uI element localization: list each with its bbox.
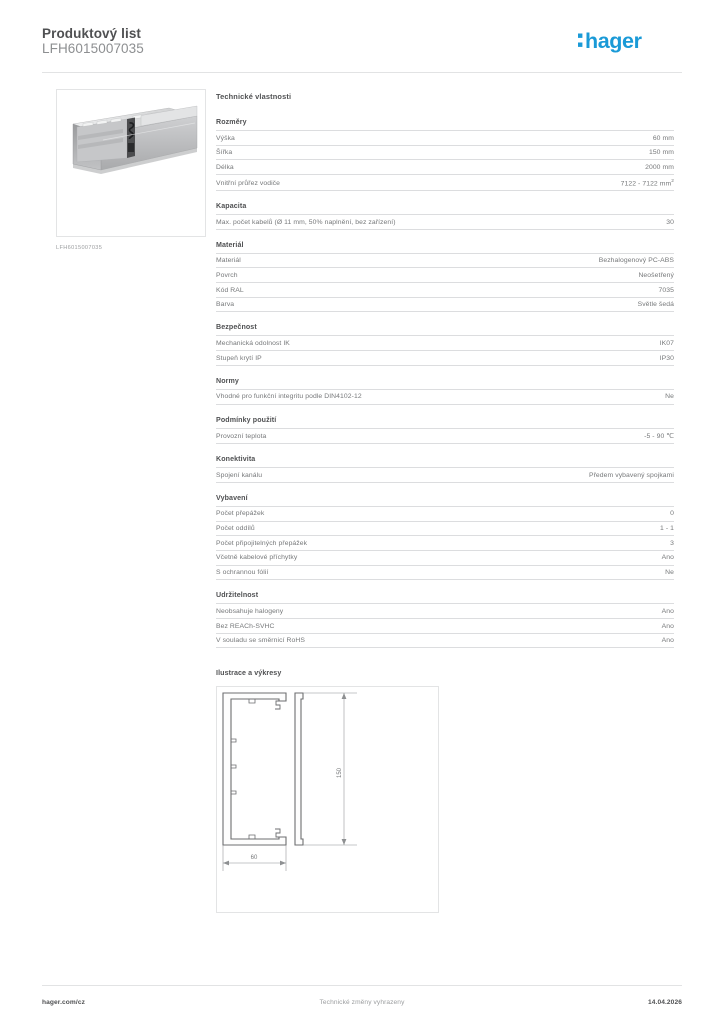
spec-row-value: 1 - 1 [659, 525, 674, 533]
spec-row-value: 60 mm [652, 134, 674, 142]
spec-row-label: Počet oddílů [216, 525, 255, 533]
spec-row [216, 351, 674, 366]
technical-specifications [216, 92, 674, 659]
spec-row-value: 30 [666, 218, 674, 226]
spec-row-value: 7035 [658, 286, 674, 294]
spec-group-heading: Rozměry [216, 118, 247, 126]
title-block [42, 0, 144, 57]
spec-row-value: Ano [661, 554, 674, 562]
product-reference: LFH6015007035 [42, 41, 144, 56]
spec-row-label: Šířka [216, 149, 233, 157]
page-title: Produktový list [42, 26, 142, 41]
spec-group-heading: Podmínky použití [216, 415, 277, 424]
spec-rows [216, 130, 674, 191]
spec-row-value: IK07 [659, 339, 674, 347]
spec-row [216, 507, 674, 522]
spec-rows [216, 214, 674, 230]
spec-rows [216, 428, 674, 445]
spec-row [216, 604, 674, 619]
spec-rows [216, 253, 674, 313]
spec-group [216, 377, 674, 405]
spec-row-label: Barva [216, 301, 235, 309]
footer-date: 14.04.2026 [647, 998, 682, 1006]
spec-row-label: Vhodné pro funkční integritu podle DIN4102-12 [216, 393, 362, 401]
spec-row-label: Spojení kanálu [216, 471, 263, 479]
spec-row-label: Počet přepážek [216, 510, 265, 518]
spec-row [216, 634, 674, 649]
spec-group [216, 591, 674, 648]
spec-group [216, 118, 674, 191]
svg-text:hager: hager [585, 29, 642, 53]
spec-row [216, 160, 674, 175]
spec-row-label: S ochrannou fólií [216, 569, 269, 577]
product-image-column [56, 89, 206, 251]
spec-group-heading: Kapacita [216, 202, 247, 211]
spec-row-label: Max. počet kabelů (Ø 11 mm, 50% naplnění, bez zařízení) [216, 218, 396, 226]
spec-rows [216, 389, 674, 405]
spec-row-label: Počet připojitelných přepážek [216, 539, 308, 547]
spec-section-title: Technické vlastnosti [216, 92, 292, 101]
spec-row [216, 336, 674, 351]
spec-group [216, 323, 674, 365]
spec-row-label: Povrch [216, 271, 238, 279]
spec-row [216, 268, 674, 283]
footer-website[interactable]: hager.com/cz [42, 998, 85, 1006]
spec-row [216, 522, 674, 537]
spec-row-value: Ano [661, 637, 674, 645]
spec-row-value: Ano [661, 607, 674, 615]
spec-row-label: Mechanická odolnost IK [216, 339, 290, 347]
spec-rows [216, 467, 674, 483]
spec-row-value: Předem vybavený spojkami [588, 471, 674, 479]
spec-group [216, 202, 674, 230]
spec-row [216, 254, 674, 269]
spec-row-value: Ano [661, 622, 674, 630]
spec-rows [216, 335, 674, 365]
spec-rows [216, 603, 674, 648]
spec-row [216, 283, 674, 298]
spec-rows [216, 506, 674, 580]
footer-divider [42, 985, 682, 986]
dimension-width-label: 60 [250, 855, 258, 861]
spec-row-value: Ne [665, 393, 674, 401]
header-divider [42, 72, 682, 73]
spec-group [216, 416, 674, 445]
spec-row [216, 215, 674, 230]
spec-row-label: V souladu se směrnicí RoHS [216, 637, 305, 645]
spec-row-value: 7122 - 7122 $mm^2$ [620, 178, 674, 187]
spec-row-value: 150 mm [648, 149, 674, 157]
spec-row-value: 2000 mm [645, 163, 674, 171]
spec-row-label: Délka [216, 163, 234, 171]
spec-row-label: Neobsahuje halogeny [216, 607, 284, 615]
spec-row-label: Kód RAL [216, 286, 244, 294]
footer-disclaimer: Technické změny vyhrazeny [319, 998, 405, 1006]
spec-row-label: Vnitřní průřez vodiče [216, 179, 281, 187]
spec-row-value: Světle šedá [637, 301, 674, 309]
spec-row-value: Neošetřený [638, 271, 674, 279]
spec-row-value: Bezhalogenový PC-ABS [598, 257, 674, 265]
spec-row [216, 619, 674, 634]
page-header [0, 0, 724, 72]
spec-row [216, 429, 674, 445]
spec-row [216, 551, 674, 566]
spec-group [216, 455, 674, 483]
cable-trunking-illustration [57, 90, 205, 236]
spec-row-value: 0 [670, 510, 674, 518]
hager-logo-mark [578, 28, 682, 54]
spec-group [216, 241, 674, 313]
spec-row-label: Výška [216, 134, 235, 142]
cross-section-drawing [217, 687, 438, 912]
spec-groups-container [216, 118, 674, 648]
spec-row-value: IP30 [659, 354, 674, 362]
hager-logo [578, 0, 682, 54]
spec-row [216, 131, 674, 146]
spec-group-heading: Normy [216, 376, 239, 385]
spec-row-value: 3 [670, 539, 674, 547]
illustrations-title: Ilustrace a výkresy [216, 669, 282, 677]
spec-row [216, 468, 674, 483]
spec-row [216, 146, 674, 161]
technical-drawing-frame [216, 686, 439, 913]
spec-group-heading: Udržitelnost [216, 591, 259, 600]
product-image-caption: LFH6015007035 [56, 245, 103, 251]
spec-row-label: Materiál [216, 257, 241, 265]
illustrations-section [216, 669, 674, 913]
spec-row [216, 390, 674, 405]
spec-row [216, 566, 674, 581]
spec-group [216, 494, 674, 580]
dimension-height-label: 150 [337, 767, 343, 779]
spec-row [216, 536, 674, 551]
page-footer [42, 994, 682, 1010]
spec-row-label: Stupeň krytí IP [216, 354, 262, 362]
spec-row-label: Provozní teplota [216, 433, 267, 441]
spec-row-label: Včetně kabelové příchytky [216, 554, 298, 562]
spec-row-value: -5 - 90 ℃ [644, 433, 674, 441]
spec-group-heading: Bezpečnost [216, 323, 257, 332]
spec-group-heading: Konektivita [216, 455, 256, 464]
spec-row-value: Ne [665, 569, 674, 577]
product-photo-frame [56, 89, 206, 237]
spec-row [216, 175, 674, 191]
spec-group-heading: Materiál [216, 240, 244, 249]
spec-row [216, 298, 674, 313]
spec-row-label: Bez REACh-SVHC [216, 622, 275, 630]
spec-group-heading: Vybavení [216, 493, 248, 502]
